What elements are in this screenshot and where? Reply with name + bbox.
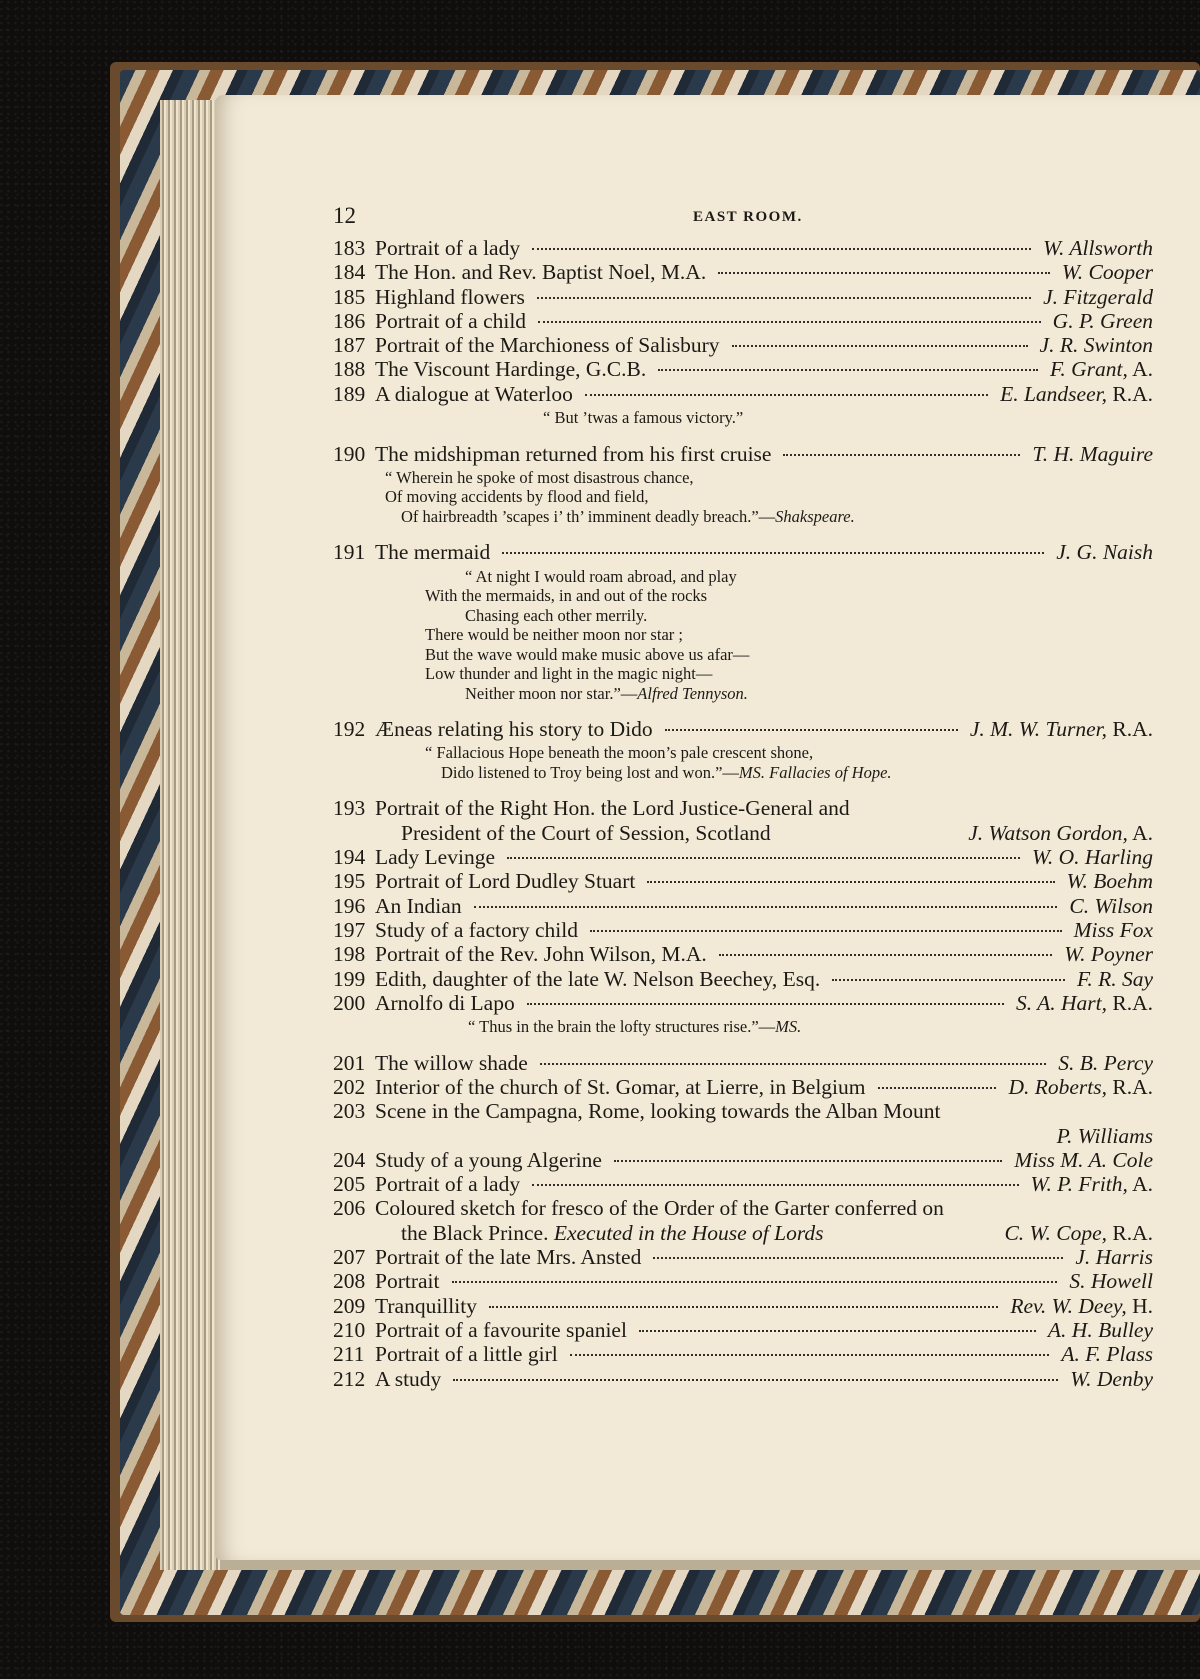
leader-dots (614, 1160, 1002, 1162)
artist-name: D. Roberts, (1008, 1074, 1107, 1099)
quote-line: “ Wherein he spoke of most disastrous chance, (385, 467, 694, 487)
entry-title: Lady Levinge (375, 845, 495, 870)
artist-name: P. Williams (1056, 1123, 1153, 1148)
entry-title: Coloured sketch for fresco of the Order of the Garter conferred on (375, 1196, 944, 1221)
entry-title: The Viscount Hardinge, G.C.B. (375, 357, 647, 382)
quote-citation: Shakspeare. (775, 506, 855, 526)
entry-title: Scene in the Campagna, Rome, looking towards the Alban Mount (375, 1099, 941, 1124)
entry-number: 202 (333, 1074, 366, 1099)
entry-artist (1032, 845, 1153, 869)
artist-name: C. Wilson (1069, 893, 1153, 918)
entry-artist (1061, 1342, 1153, 1366)
leader-dots (590, 930, 1062, 932)
entry-title: Arnolfo di Lapo (375, 990, 515, 1015)
leader-dots (783, 454, 1020, 456)
artist-rank: H. (1126, 1293, 1153, 1318)
quote-line: There would be neither moon nor star ; (425, 625, 683, 645)
quote-line-wrap (425, 763, 1153, 783)
title-note: Executed in the House of Lords (553, 1220, 824, 1245)
entry-artist (1070, 1367, 1153, 1391)
entry-number: 200 (333, 990, 366, 1015)
quote-line: “ Fallacious Hope beneath the moon’s pale crescent shone, (425, 743, 814, 763)
entry-title: Portrait (375, 1269, 440, 1294)
quote-line: Of hairbreadth ’scapes i’ th’ imminent deadly breach.”— (401, 506, 776, 526)
leader-dots (538, 321, 1041, 323)
catalogue-entry (333, 967, 1153, 991)
entry-artist (1043, 285, 1153, 309)
artist-rank: R.A. (1107, 990, 1153, 1015)
entry-title: The midshipman returned from his first cruise (375, 441, 772, 466)
quote-citation: Alfred Tennyson. (637, 683, 748, 703)
quote-line: “ But ’twas a famous victory.” (543, 408, 744, 428)
artist-name: J. Harris (1075, 1245, 1153, 1270)
entry-number: 189 (333, 381, 366, 406)
catalogue-entry (333, 796, 1153, 820)
entry-title: Portrait of the Marchioness of Salisbury (375, 333, 720, 358)
leader-dots (532, 1184, 1018, 1186)
artist-name: J. M. W. Turner, (969, 717, 1107, 742)
catalogue-entry (333, 1075, 1153, 1099)
artist-name: G. P. Green (1052, 308, 1153, 333)
quote-line: Dido listened to Troy being lost and won.”— (441, 762, 739, 782)
entry-title: Portrait of a little girl (375, 1342, 558, 1367)
quote-line-wrap (425, 684, 1153, 704)
entry-artist (1040, 333, 1153, 357)
entry-artist (1056, 540, 1153, 564)
artist-name: W. Cooper (1061, 260, 1153, 285)
entry-title: Portrait of the Right Hon. the Lord Justice-General and (375, 796, 850, 821)
entry-title: Portrait of a child (375, 308, 527, 333)
entry-artist (1053, 309, 1153, 333)
entry-number: 193 (333, 796, 366, 821)
artist-name: E. Landseer, (1000, 381, 1107, 406)
entry-number: 201 (333, 1050, 366, 1075)
entry-continuation (333, 821, 1153, 845)
catalogue-entry (333, 918, 1153, 942)
artist-name: S. Howell (1069, 1269, 1153, 1294)
entry-number: 188 (333, 357, 366, 382)
entry-gap (333, 788, 1153, 796)
entry-artist (1010, 1294, 1153, 1318)
entry-title: Portrait of the late Mrs. Ansted (375, 1245, 642, 1270)
artist-name: W. Poyner (1064, 942, 1153, 967)
entry-gap (333, 1043, 1153, 1051)
page-header (333, 200, 1153, 236)
entry-title: An Indian (375, 893, 462, 918)
entry-title: The mermaid (375, 540, 491, 565)
leader-dots (489, 1306, 998, 1308)
entry-number: 211 (333, 1342, 365, 1367)
artist-rank: R.A. (1107, 1220, 1153, 1245)
entry-number: 185 (333, 284, 366, 309)
artist-name: Miss Fox (1073, 917, 1153, 942)
entry-number: 186 (333, 308, 366, 333)
catalogue-entry (333, 1051, 1153, 1075)
entry-title-continued (401, 1221, 1004, 1245)
entry-artist (1008, 1075, 1153, 1099)
entry-gap (333, 434, 1153, 442)
leader-dots (527, 1003, 1004, 1005)
artist-name: J. Fitzgerald (1043, 284, 1153, 309)
leader-dots (453, 1379, 1058, 1381)
entry-quote (333, 468, 1153, 527)
quote-line-wrap (385, 507, 1153, 527)
entry-artist (1069, 894, 1153, 918)
catalogue-entry (333, 309, 1153, 333)
catalogue-entry (333, 991, 1153, 1015)
leader-dots (502, 552, 1044, 554)
artist-name: F. R. Say (1076, 966, 1153, 991)
artist-name: Miss M. A. Cole (1014, 1147, 1153, 1172)
artist-name: J. Watson Gordon, (968, 820, 1128, 845)
leader-dots (639, 1330, 1036, 1332)
quote-line: With the mermaids, in and out of the rocks (425, 586, 708, 606)
entry-title: Highland flowers (375, 284, 525, 309)
entry-artist (970, 717, 1153, 741)
catalogue-entry (333, 1148, 1153, 1172)
entry-artist (1004, 1221, 1153, 1245)
entry-title: A study (375, 1366, 442, 1391)
artist-name: T. H. Maguire (1032, 441, 1153, 466)
entry-artist (1069, 1269, 1153, 1293)
entry-artist (1000, 382, 1153, 406)
entry-quote (333, 408, 1153, 428)
entry-artist (1032, 442, 1153, 466)
entry-number: 203 (333, 1099, 366, 1124)
entry-number: 207 (333, 1245, 366, 1270)
entry-number: 187 (333, 333, 366, 358)
quote-line: “ At night I would roam abroad, and play (465, 566, 737, 586)
entry-artist (1064, 942, 1153, 966)
entry-title: Study of a factory child (375, 917, 579, 942)
entry-title: Æneas relating his story to Dido (375, 717, 653, 742)
entry-title: The Hon. and Rev. Baptist Noel, M.A. (375, 260, 707, 285)
page-edges (160, 100, 220, 1570)
entry-number: 191 (333, 540, 366, 565)
catalogue-entry (333, 1367, 1153, 1391)
leader-dots (537, 297, 1031, 299)
catalogue-entry (333, 942, 1153, 966)
quote-citation: MS. (775, 1017, 802, 1037)
entry-artist (1067, 869, 1153, 893)
catalogue-entry (333, 845, 1153, 869)
quote-line: Of moving accidents by flood and field, (385, 487, 649, 507)
artist-name: J. G. Naish (1056, 540, 1153, 565)
quote-line: Neither moon nor star.”— (465, 683, 638, 703)
entry-artist (968, 821, 1153, 845)
entry-quote (333, 1017, 1153, 1037)
catalogue-page (333, 200, 1153, 1391)
entry-number: 196 (333, 893, 366, 918)
entry-quote (333, 567, 1153, 704)
leader-dots (832, 979, 1065, 981)
entry-number: 208 (333, 1269, 366, 1294)
catalogue-entry (333, 357, 1153, 381)
entry-number: 209 (333, 1293, 366, 1318)
catalogue-entry (333, 540, 1153, 564)
artist-name: W. Denby (1070, 1366, 1153, 1391)
leader-dots (653, 1257, 1063, 1259)
title-continued-text: the Black Prince. (401, 1220, 549, 1245)
entry-number: 212 (333, 1366, 366, 1391)
entry-artist (1014, 1148, 1153, 1172)
artist-rank: A. (1127, 357, 1153, 382)
entry-artist (1077, 967, 1153, 991)
leader-dots (507, 857, 1020, 859)
artist-name: W. O. Harling (1031, 845, 1153, 870)
entry-quote (333, 743, 1153, 782)
artist-name: A. F. Plass (1061, 1342, 1153, 1367)
entry-title: Tranquillity (375, 1293, 477, 1318)
entry-title: Edith, daughter of the late W. Nelson Beechey, Esq. (375, 966, 821, 991)
artist-rank: A. (1127, 1172, 1153, 1197)
catalogue-entry (333, 869, 1153, 893)
entry-gap (333, 532, 1153, 540)
entry-number: 184 (333, 260, 366, 285)
artist-name: Rev. W. Deey, (1010, 1293, 1127, 1318)
entry-artist (1043, 236, 1153, 260)
entry-number: 194 (333, 845, 366, 870)
entry-title: Portrait of a lady (375, 1172, 521, 1197)
catalogue-entry (333, 1269, 1153, 1293)
entry-number: 192 (333, 717, 366, 742)
entry-artist (1058, 1051, 1153, 1075)
artist-rank: R.A. (1107, 1074, 1153, 1099)
artist-name: W. Allsworth (1043, 236, 1153, 260)
quote-line: But the wave would make music above us afar— (425, 644, 750, 664)
leader-dots (532, 248, 1031, 250)
catalogue-entry (333, 894, 1153, 918)
catalogue-entry (333, 442, 1153, 466)
catalogue-entry (333, 333, 1153, 357)
artist-name: F. Grant, (1050, 357, 1128, 382)
catalogue-entry (333, 1294, 1153, 1318)
entry-artist (1075, 1245, 1153, 1269)
catalogue-entry (333, 382, 1153, 406)
entry-number: 198 (333, 942, 366, 967)
quote-line: “ Thus in the brain the lofty structures rise.”— (468, 1017, 776, 1037)
leader-dots (452, 1281, 1058, 1283)
entry-gap (333, 709, 1153, 717)
entry-number: 197 (333, 917, 366, 942)
catalogue-entry (333, 1342, 1153, 1366)
catalogue-entry (333, 1172, 1153, 1196)
entry-number: 195 (333, 869, 366, 894)
quote-line: Chasing each other merrily. (465, 605, 648, 625)
entry-title: Interior of the church of St. Gomar, at Lierre, in Belgium (375, 1074, 866, 1099)
entry-artist (1016, 991, 1153, 1015)
catalogue-entry (333, 260, 1153, 284)
artist-name: J. R. Swinton (1039, 333, 1153, 358)
artist-name: W. P. Frith, (1030, 1172, 1128, 1197)
title-continued-text: President of the Court of Session, Scotland (401, 820, 771, 845)
entry-number: 183 (333, 236, 366, 260)
leader-dots (719, 954, 1052, 956)
artist-rank: R.A. (1107, 717, 1153, 742)
room-title: EAST ROOM. (693, 209, 803, 225)
catalogue-entry (333, 236, 1153, 260)
leader-dots (647, 881, 1054, 883)
leader-dots (585, 394, 988, 396)
entry-artist (1050, 357, 1153, 381)
entry-artist-line (333, 1124, 1153, 1148)
entry-number: 190 (333, 441, 366, 466)
leader-dots (718, 272, 1050, 274)
quote-line-wrap (468, 1017, 1153, 1037)
entry-artist (1031, 1172, 1153, 1196)
artist-name: W. Boehm (1066, 869, 1153, 894)
entry-list (333, 236, 1153, 1391)
entry-title: A dialogue at Waterloo (375, 381, 573, 406)
entry-artist (1062, 260, 1153, 284)
leader-dots (878, 1087, 997, 1089)
entry-number: 210 (333, 1317, 366, 1342)
artist-rank: R.A. (1107, 381, 1153, 406)
leader-dots (540, 1063, 1046, 1065)
entry-title: Study of a young Algerine (375, 1147, 602, 1172)
quote-line: Low thunder and light in the magic night— (425, 664, 713, 684)
leader-dots (658, 369, 1038, 371)
entry-number: 205 (333, 1172, 366, 1197)
leader-dots (474, 906, 1058, 908)
quote-citation: MS. Fallacies of Hope. (738, 762, 892, 782)
entry-number: 199 (333, 966, 366, 991)
entry-title: Portrait of a favourite spaniel (375, 1317, 627, 1342)
entry-number: 206 (333, 1196, 366, 1221)
artist-name: S. B. Percy (1058, 1050, 1153, 1075)
entry-artist (1074, 918, 1153, 942)
catalogue-entry (333, 1196, 1153, 1220)
artist-name: S. A. Hart, (1016, 990, 1107, 1015)
artist-name: C. W. Cope, (1004, 1220, 1107, 1245)
artist-name: A. H. Bulley (1047, 1317, 1153, 1342)
catalogue-entry (333, 717, 1153, 741)
entry-continuation (333, 1221, 1153, 1245)
entry-title: Portrait of Lord Dudley Stuart (375, 869, 636, 894)
entry-title-continued (401, 821, 968, 845)
entry-number: 204 (333, 1147, 366, 1172)
leader-dots (732, 345, 1028, 347)
leader-dots (570, 1354, 1050, 1356)
catalogue-entry (333, 285, 1153, 309)
leader-dots (665, 729, 958, 731)
artist-rank: A. (1127, 820, 1153, 845)
catalogue-entry (333, 1099, 1153, 1123)
entry-title: Portrait of a lady (375, 236, 521, 260)
entry-artist (1048, 1318, 1153, 1342)
catalogue-entry (333, 1245, 1153, 1269)
entry-title: Portrait of the Rev. John Wilson, M.A. (375, 942, 707, 967)
catalogue-entry (333, 1318, 1153, 1342)
page-number: 12 (333, 203, 356, 228)
entry-title: The willow shade (375, 1050, 528, 1075)
